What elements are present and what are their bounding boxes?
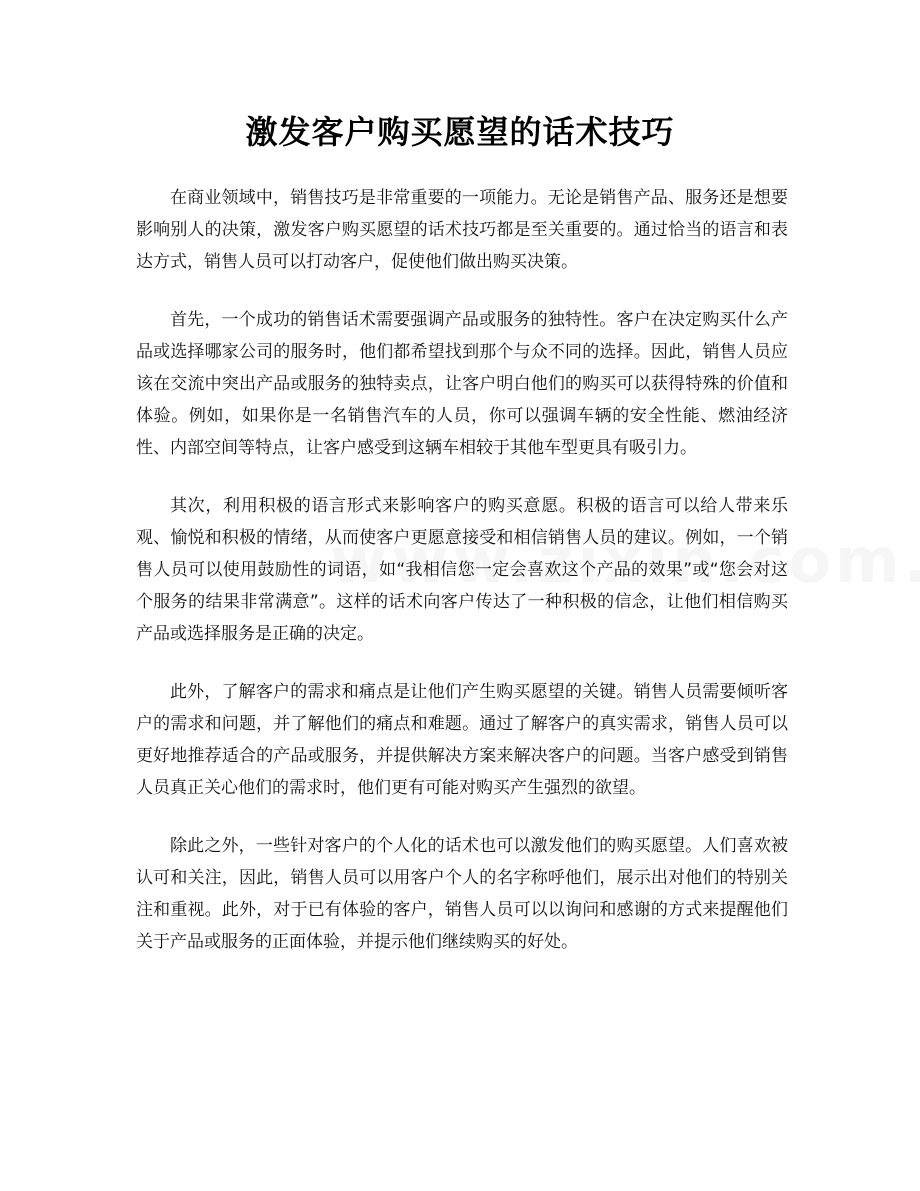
- paragraph-intro: 在商业领域中，销售技巧是非常重要的一项能力。无论是销售产品、服务还是想要影响别人的决策，激发客户购买愿望的话术技巧都是至关重要的。通过恰当的语言和表达方式，销售人员可以打动客户，促使他们做出购买决策。: [136, 188, 788, 272]
- paragraph-personalization: 除此之外，一些针对客户的个人化的话术也可以激发他们的购买愿望。人们喜欢被认可和关注，因此，销售人员可以用客户个人的名字称呼他们，展示出对他们的特别关注和重视。此外，对于已有体验的客户，销售人员可以以询问和感谢的方式来提醒他们关于产品或服务的正面体验，并提示他们继续购买的好处。: [136, 836, 788, 952]
- paragraph-uniqueness: 首先，一个成功的销售话术需要强调产品或服务的独特性。客户在决定购买什么产品或选择哪家公司的服务时，他们都希望找到那个与众不同的选择。因此，销售人员应该在交流中突出产品或服务的独特卖点，让客户明白他们的购买可以获得特殊的价值和体验。例如，如果你是一名销售汽车的人员，你可以强调车辆的安全性能、燃油经济性、内部空间等特点，让客户感受到这辆车相较于其他车型更具有吸引力。: [136, 310, 788, 458]
- document-title: 激发客户购买愿望的话术技巧: [245, 113, 675, 151]
- paragraph-positive-language: 其次，利用积极的语言形式来影响客户的购买意愿。积极的语言可以给人带来乐观、愉悦和积极的情绪，从而使客户更愿意接受和相信销售人员的建议。例如，一个销售人员可以使用鼓励性的词语，如“我相信您一定会喜欢这个产品的效果”或“您会对这个服务的结果非常满意”。这样的话术向客户传达了一种积极的信念，让他们相信购买产品或选择服务是正确的决定。: [136, 496, 788, 644]
- paragraph-customer-needs: 此外，了解客户的需求和痛点是让他们产生购买愿望的关键。销售人员需要倾听客户的需求和问题，并了解他们的痛点和难题。通过了解客户的真实需求，销售人员可以更好地推荐适合的产品或服务，并提供解决方案来解决客户的问题。当客户感受到销售人员真正关心他们的需求时，他们更有可能对购买产生强烈的欲望。: [136, 682, 788, 798]
- document-body: [136, 182, 788, 984]
